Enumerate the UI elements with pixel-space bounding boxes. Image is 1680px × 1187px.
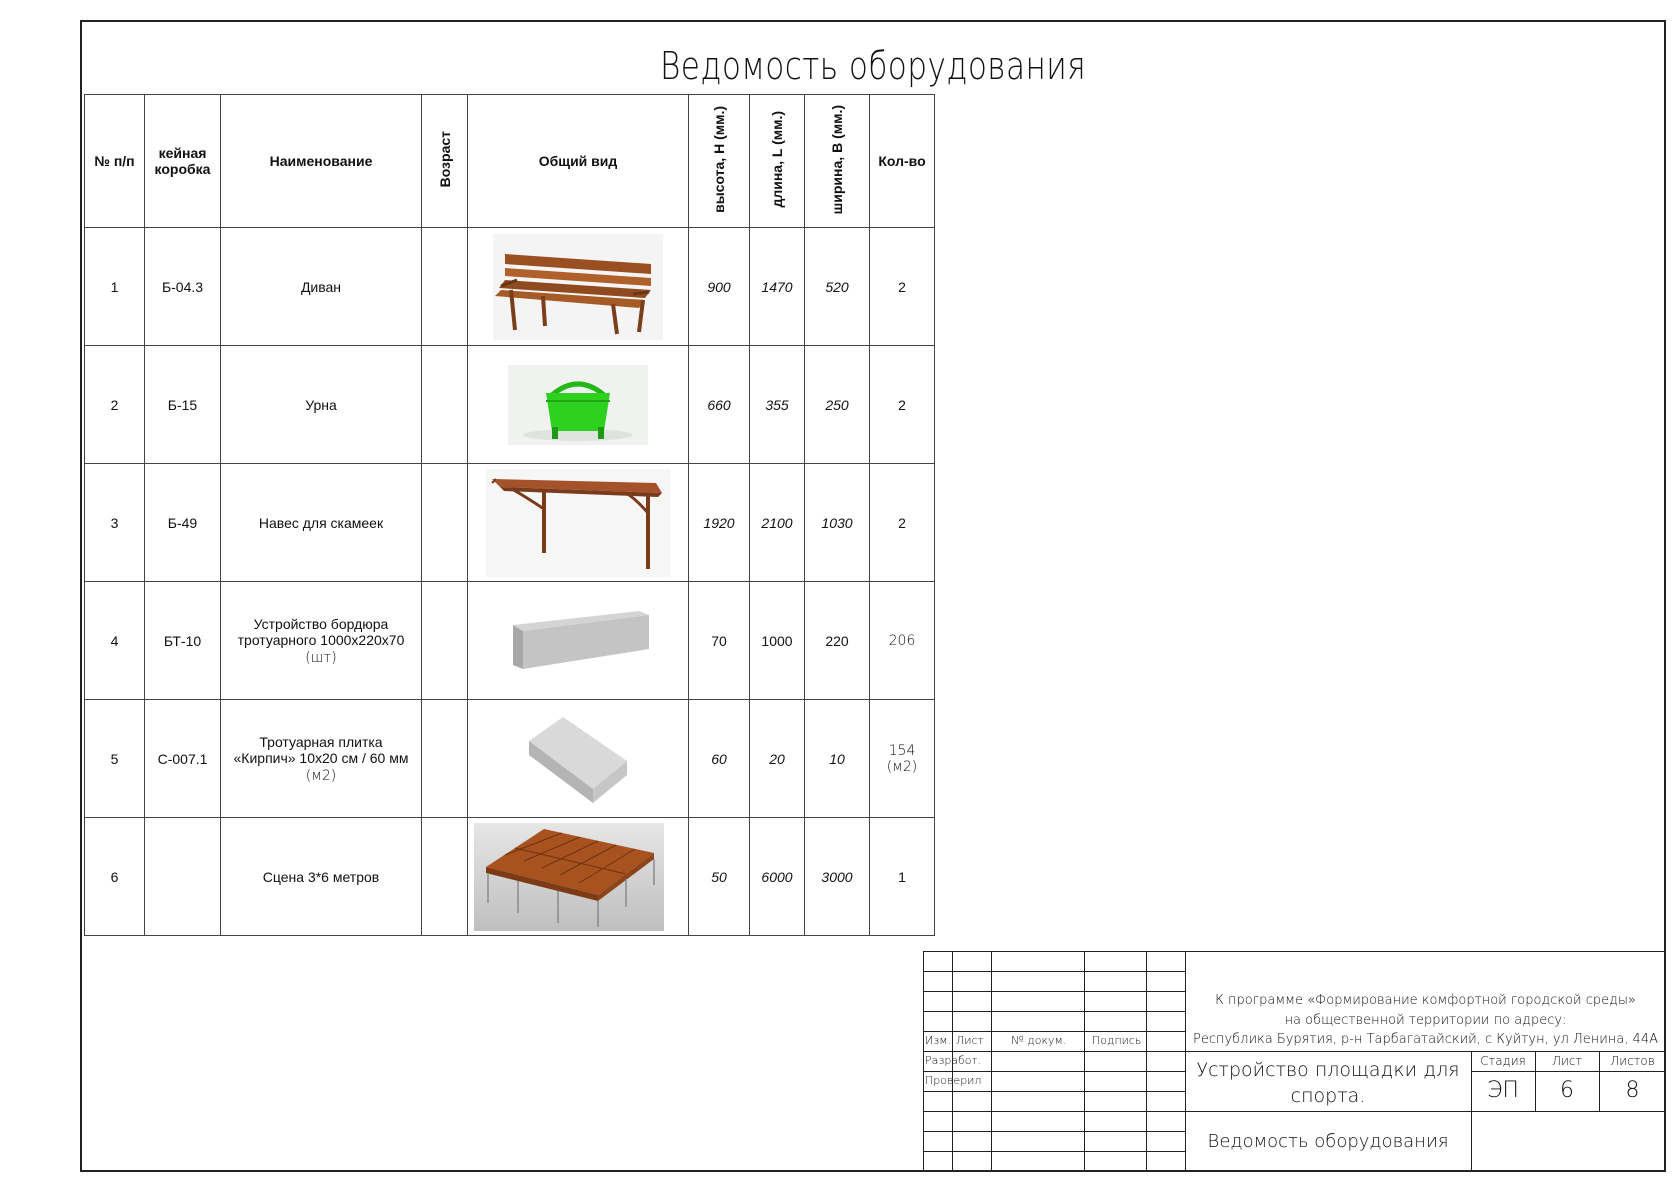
cell-name [221, 700, 422, 818]
curb-image [503, 603, 653, 679]
qty-value: 206 [888, 632, 916, 649]
cell-length: 20 [750, 700, 805, 818]
cell-num: 4 [85, 582, 145, 700]
cell-height: 900 [689, 228, 750, 346]
cell-name [221, 582, 422, 700]
cell-qty: 1 [870, 818, 935, 936]
cell-qty: 2 [870, 464, 935, 582]
cell-width: 3000 [805, 818, 870, 936]
header-num: № п/п [85, 95, 145, 228]
cell-height: 70 [689, 582, 750, 700]
table-row [85, 818, 935, 936]
cell-width: 520 [805, 228, 870, 346]
cell-num: 6 [85, 818, 145, 936]
project-name-line-2: спорта. [1290, 1085, 1366, 1107]
name-text: Устройство бордюра тротуарного 1000х220х70 [237, 615, 405, 648]
cell-width: 250 [805, 346, 870, 464]
equipment-table [84, 94, 935, 936]
header-length: длина, L (мм.) [750, 95, 805, 228]
bench-image [493, 234, 663, 340]
title-block [923, 951, 1666, 1172]
cell-age [422, 346, 468, 464]
cell-code: Б-04.3 [145, 228, 221, 346]
cell-qty: 2 [870, 228, 935, 346]
cell-code: Б-15 [145, 346, 221, 464]
sheet-label: Лист [1551, 1054, 1583, 1068]
header-name: Наименование [221, 95, 422, 228]
table-row [85, 582, 935, 700]
table-row [85, 700, 935, 818]
cell-width: 220 [805, 582, 870, 700]
cell-height: 60 [689, 700, 750, 818]
cell-code [145, 818, 221, 936]
table-row [85, 346, 935, 464]
stage-label: Стадия [1480, 1054, 1526, 1068]
table-row [85, 464, 935, 582]
canopy-image [486, 469, 670, 577]
cell-height: 1920 [689, 464, 750, 582]
stamp-checked: Проверил [925, 1074, 982, 1087]
cell-qty: 2 [870, 346, 935, 464]
cell-length: 2100 [750, 464, 805, 582]
sheets-label: Листов [1610, 1054, 1655, 1068]
name-text: Тротуарная плитка «Кирпич» 10х20 см / 60 мм [233, 733, 409, 766]
header-code: кейная коробка [145, 95, 221, 228]
cell-view [468, 228, 689, 346]
page-title: Ведомость оборудования [659, 44, 1087, 88]
trash-bin-image [508, 365, 648, 445]
sheets-value: 8 [1625, 1078, 1640, 1103]
stamp-developed: Разработ. [925, 1054, 982, 1067]
cell-name: Диван [221, 228, 422, 346]
cell-qty [870, 700, 935, 818]
cell-code: БТ-10 [145, 582, 221, 700]
table-row [85, 228, 935, 346]
cell-length: 1000 [750, 582, 805, 700]
stage-value: ЭП [1487, 1078, 1519, 1103]
program-line-1: К программе «Формирование комфортной городской среды» [1215, 993, 1636, 1008]
header-age: Возраст [422, 95, 468, 228]
cell-age [422, 582, 468, 700]
stamp-izm: Изм. [925, 1034, 952, 1047]
cell-code: С-007.1 [145, 700, 221, 818]
cell-num: 2 [85, 346, 145, 464]
cell-view [468, 818, 689, 936]
header-width: ширина, В (мм.) [805, 95, 870, 228]
cell-view [468, 700, 689, 818]
cell-num: 5 [85, 700, 145, 818]
cell-width: 1030 [805, 464, 870, 582]
header-qty: Кол-во [870, 95, 935, 228]
header-view: Общий вид [468, 95, 689, 228]
cell-name: Урна [221, 346, 422, 464]
qty-value: 154 [888, 742, 916, 759]
qty-unit: (м2) [886, 758, 918, 775]
document-title: Ведомость оборудования [1207, 1131, 1449, 1152]
header-height: высота, Н (мм.) [689, 95, 750, 228]
cell-height: 50 [689, 818, 750, 936]
cell-qty [870, 582, 935, 700]
cell-height: 660 [689, 346, 750, 464]
cell-num: 1 [85, 228, 145, 346]
cell-length: 1470 [750, 228, 805, 346]
cell-age [422, 818, 468, 936]
table-header-row [85, 95, 935, 228]
program-line-2: на общественной территории по адресу: [1284, 1013, 1567, 1028]
cell-age [422, 464, 468, 582]
cell-age [422, 700, 468, 818]
name-unit: (м2) [305, 767, 337, 784]
stamp-sign: Подпись [1092, 1034, 1142, 1047]
program-line-3: Республика Бурятия, р-н Тарбагатайский, с Куйтун, ул Ленина, 44А [1193, 1032, 1658, 1047]
cell-num: 3 [85, 464, 145, 582]
cell-length: 355 [750, 346, 805, 464]
cell-view [468, 346, 689, 464]
cell-name: Навес для скамеек [221, 464, 422, 582]
cell-age [422, 228, 468, 346]
cell-code: Б-49 [145, 464, 221, 582]
stamp-list: Лист [956, 1034, 984, 1047]
cell-view [468, 582, 689, 700]
cell-width: 10 [805, 700, 870, 818]
paving-tile-image [523, 709, 633, 809]
sheet-value: 6 [1560, 1078, 1574, 1103]
stamp-doc: № докум. [1011, 1034, 1067, 1047]
project-name-line-1: Устройство площадки для [1196, 1059, 1460, 1081]
stage-image [474, 823, 664, 931]
cell-name: Сцена 3*6 метров [221, 818, 422, 936]
name-unit: (шт) [305, 649, 337, 666]
cell-view [468, 464, 689, 582]
cell-length: 6000 [750, 818, 805, 936]
